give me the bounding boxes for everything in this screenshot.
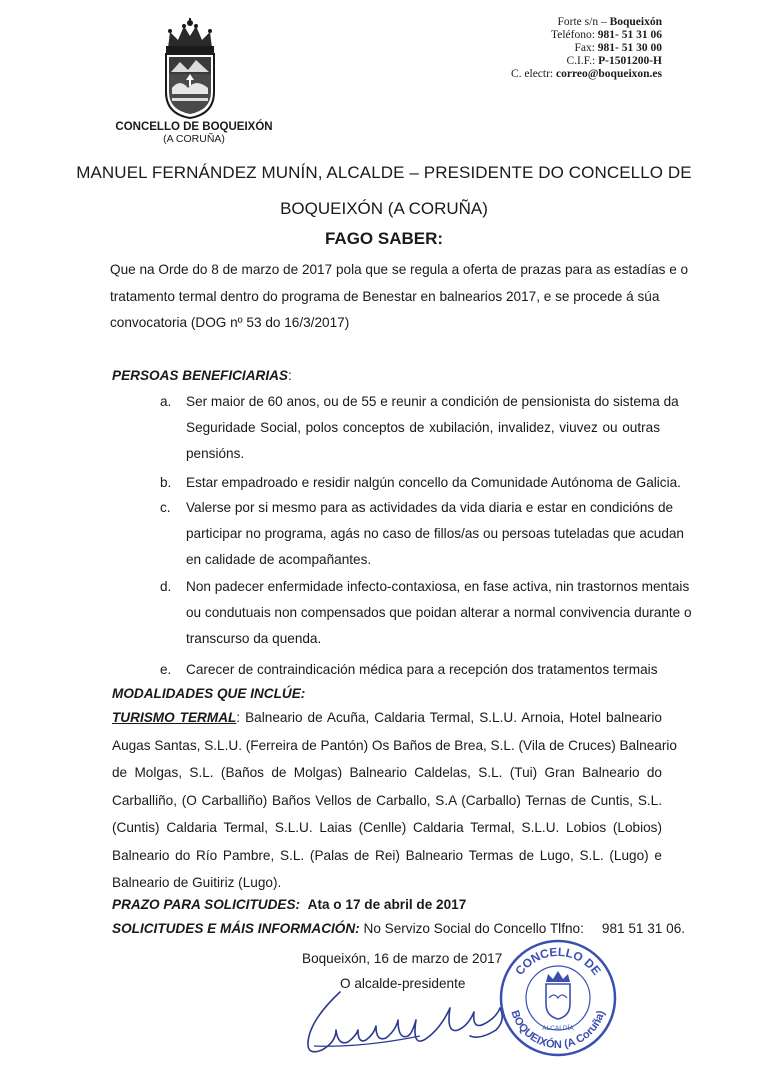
- intro-line: Que na Orde do 8 de marzo de 2017 pola que se regula a oferta de prazas para as estadías e o: [110, 262, 689, 277]
- modalities-line: Balneario do Río Pambre, S.L. (Palas de Rei) Balneario Termas de Lugo, S.L. (Lugo) e: [112, 847, 662, 863]
- cif-line: C.I.F.: P-1501200-H: [566, 55, 662, 67]
- title-line-2: BOQUEIXÓN (A CORUÑA): [280, 199, 488, 218]
- list-item-line: Non padecer enfermidade infecto-contaxiosa, en fase activa, nin trastornos mentais: [186, 579, 690, 594]
- proclamation-heading: FAGO SABER:: [324, 229, 444, 248]
- modalities-line: de Molgas, S.L. (Baños de Molgas) Balneario Caldelas, S.L. (Tui) Gran Balneario do: [112, 765, 662, 780]
- list-marker: e.: [160, 662, 172, 677]
- info-line: SOLICITUDES E MÁIS INFORMACIÓN: No Servizo Social do Concello Tlfno: 981 51 31 06.: [112, 921, 686, 936]
- modalities-line: Carballiño, (O Carballiño) Baños Vellos de Carballo, S.A (Carballo) Ternas de Cuntis, S.L.: [112, 792, 662, 808]
- signer-title: O alcalde-presidente: [340, 976, 466, 991]
- list-item-line: Estar empadroado e residir nalgún concello da Comunidade Autónoma de Galicia.: [186, 475, 681, 490]
- list-item-line: pensións.: [186, 446, 245, 461]
- council-province: (A CORUÑA): [163, 133, 225, 145]
- modalities-line: (Cuntis) Caldaria Termal, S.L.U. Laias (Cenlle) Caldaria Termal, S.L.U. Lobios (Lobios): [112, 820, 662, 835]
- phone-line: Teléfono: 981- 51 31 06: [551, 29, 662, 41]
- modalities-line: TURISMO TERMAL: Balneario de Acuña, Caldaria Termal, S.L.U. Arnoia, Hotel balneario: [112, 710, 662, 725]
- list-item-line: Ser maior de 60 anos, ou de 55 e reunir a condición de pensionista do sistema da: [186, 394, 679, 409]
- list-item-line: participar no programa, agás no caso de fillos/as ou persoas tuteladas que acudan: [186, 526, 684, 541]
- list-item: [160, 389, 679, 467]
- title-line-1: MANUEL FERNÁNDEZ MUNÍN, ALCALDE – PRESIDENTE DO CONCELLO DE: [76, 163, 692, 182]
- svg-text:CONCELLO DE: CONCELLO DE: [512, 944, 604, 978]
- list-item-line: en calidade de acompañantes.: [186, 552, 372, 567]
- list-marker: b.: [160, 475, 172, 490]
- list-item-line: Carecer de contraindicación médica para a recepción dos tratamentos termais: [186, 662, 658, 677]
- intro-line: convocatoria (DOG nº 53 do 16/3/2017): [110, 315, 350, 330]
- council-name: CONCELLO DE BOQUEIXÓN: [115, 121, 273, 133]
- list-item-line: transcurso da quenda.: [186, 631, 322, 646]
- intro-line: tratamento termal dentro do programa de Benestar en balnearios 2017, e se procede á súa: [110, 288, 660, 304]
- date-place: Boqueixón, 16 de marzo de 2017: [302, 951, 503, 966]
- list-item: [160, 657, 660, 683]
- thermal-tourism-label: TURISMO TERMAL: [112, 710, 237, 725]
- list-marker: a.: [160, 394, 172, 409]
- list-marker: c.: [160, 500, 171, 515]
- signature-icon: [300, 990, 515, 1060]
- deadline-line: PRAZO PARA SOLICITUDES: Ata o 17 de abril de 2017: [112, 897, 467, 912]
- fax-line: Fax: 981- 51 30 00: [574, 42, 662, 54]
- list-item: [160, 574, 692, 652]
- email-line: C. electr: correo@boqueixon.es: [510, 68, 662, 80]
- modalities-heading: MODALIDADES QUE INCLÚE:: [112, 686, 306, 701]
- list-item-line: Valerse por si mesmo para as actividades da vida diaria e estar en condicións de: [186, 500, 674, 515]
- svg-text:BOQUEIXÓN (A Coruña): BOQUEIXÓN (A Coruña): [508, 1008, 608, 1052]
- intro-paragraph: [110, 257, 689, 337]
- svg-text:ALCALDÍA: ALCALDÍA: [542, 1025, 574, 1032]
- beneficiaries-heading: PERSOAS BENEFICIARIAS:: [112, 368, 292, 383]
- modalities-paragraph: [112, 704, 677, 897]
- list-item-line: Seguridade Social, polos conceptos de xubilación, invalidez, viuvez ou outras: [186, 420, 660, 435]
- modalities-line: Augas Santas, S.L.U. (Ferreira de Pantón) Os Baños de Brea, S.L. (Vila de Cruces) Balneario: [112, 737, 677, 753]
- official-seal-icon: [498, 938, 618, 1058]
- address-line: Forte s/n – Boqueixón: [557, 16, 662, 28]
- list-item: [160, 495, 684, 573]
- list-item-line: ou condutuais non compensados que poidan alterar a normal convivencia durante o: [186, 605, 692, 620]
- contact-block: [511, 16, 662, 81]
- coat-of-arms-icon: [158, 18, 222, 120]
- modalities-line: Balneario de Guitiriz (Lugo).: [112, 875, 282, 890]
- list-item: [160, 470, 681, 496]
- list-marker: d.: [160, 579, 172, 594]
